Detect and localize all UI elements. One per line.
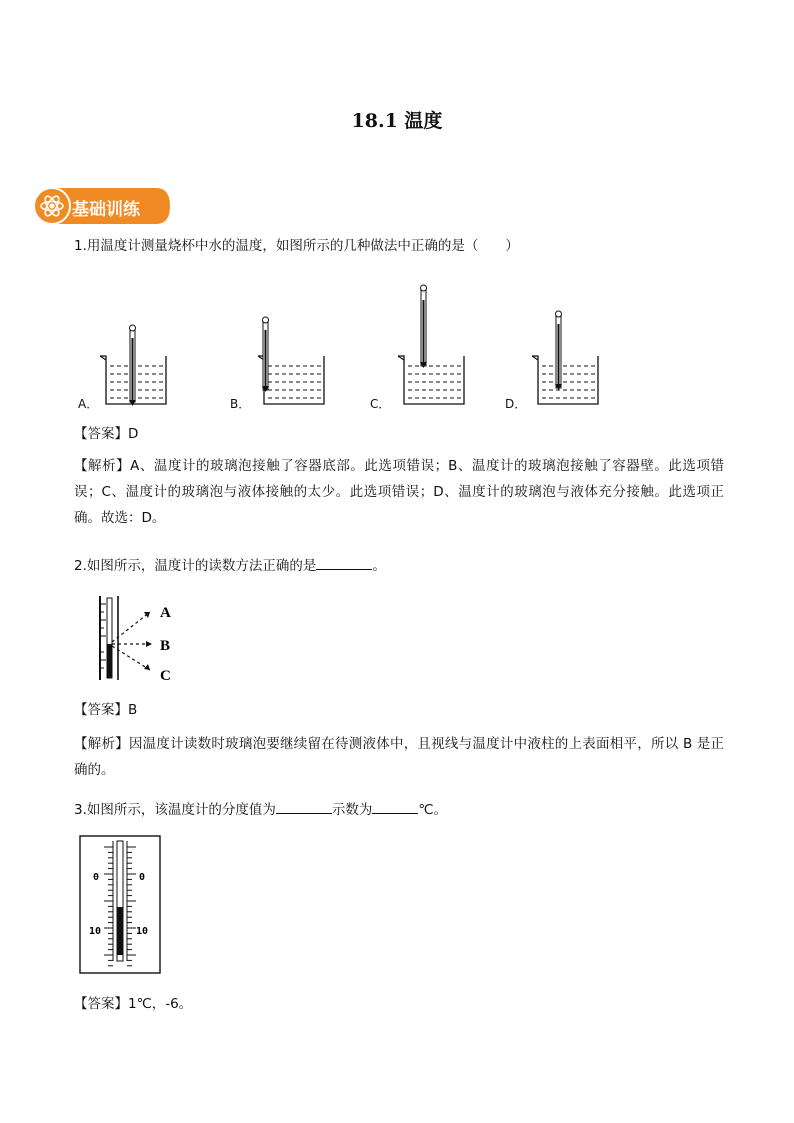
option-b-figure [258, 317, 324, 404]
option-c-figure [398, 285, 464, 404]
q1-beaker-figures [70, 280, 610, 412]
option-d-label: D． [505, 397, 527, 411]
scale-right-0: 0 [139, 872, 146, 883]
question-3: 3.如图所示，该温度计的分度值为 示数为 ℃。 [74, 798, 447, 822]
question-1: 1.用温度计测量烧杯中水的温度，如图所示的几种做法中正确的是（ ） [74, 238, 519, 254]
label-c: C [160, 668, 171, 684]
answer-blank-2 [372, 799, 418, 814]
question-2: 2.如图所示，温度计的读数方法正确的是 。 [74, 554, 386, 578]
q1-answer: 【答案】D [74, 426, 139, 442]
q2-reading-figure [92, 594, 192, 686]
q2-answer: 【答案】B [74, 702, 138, 718]
q3-answer: 【答案】1℃，-6。 [74, 996, 193, 1012]
option-b-label: B． [230, 397, 251, 411]
option-a-figure [100, 325, 166, 406]
scale-right-10: 10 [136, 926, 149, 937]
scale-left-10: 10 [89, 926, 102, 937]
label-a: A [160, 605, 171, 621]
scale-left-0: 0 [93, 872, 100, 883]
option-d-figure [532, 311, 598, 404]
label-b: B [160, 638, 171, 654]
option-a-label: A． [78, 397, 99, 411]
q2-question-text: 2.如图所示，温度计的读数方法正确的是 [74, 558, 317, 574]
q3-thermometer-figure [79, 835, 163, 975]
q2-analysis: 【解析】因温度计读数时玻璃泡要继续留在待测液体中，且视线与温度计中液柱的上表面相平，所以 B 是正确的。 [74, 736, 724, 778]
answer-blank-1 [276, 799, 332, 814]
page-title: 18.1 温度 [351, 110, 443, 132]
section-badge-label: 基础训练 [72, 200, 140, 220]
q1-analysis: 【解析】A、温度计的玻璃泡接触了容器底部。此选项错误；B、温度计的玻璃泡接触了容器壁。此选项错误；C、温度计的玻璃泡与液体接触的太少。此选项错误；D、温度计的玻璃泡与液体充分接触。此选项正确。故选：D。 [74, 458, 724, 526]
answer-blank [316, 555, 372, 570]
option-c-label: C． [370, 397, 391, 411]
